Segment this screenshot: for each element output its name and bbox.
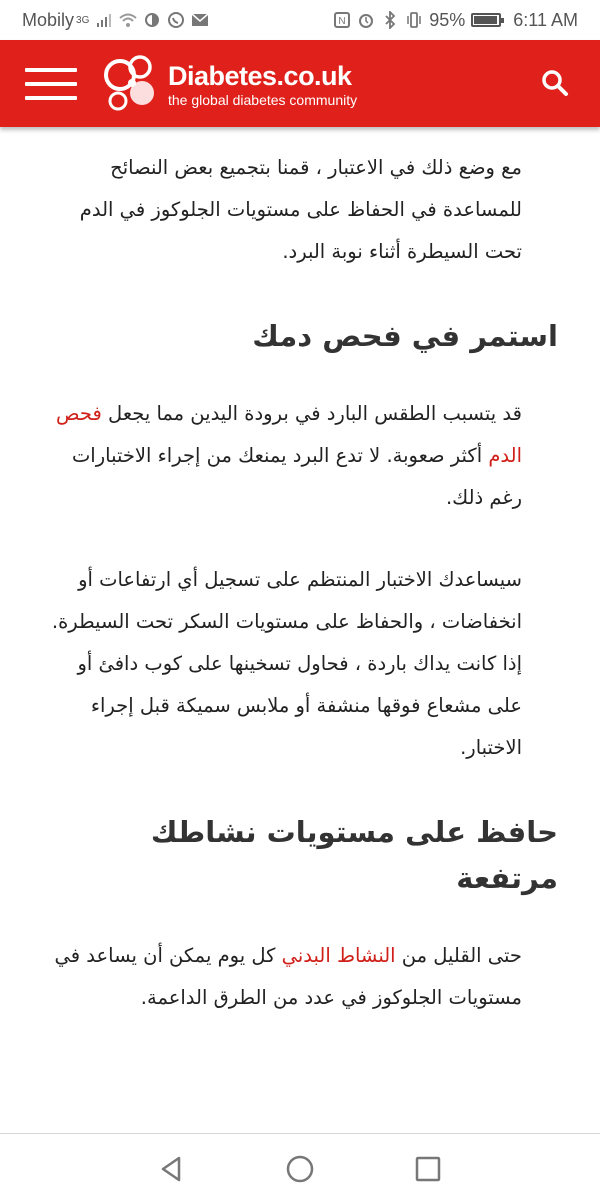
whatsapp-icon <box>167 11 185 29</box>
status-left <box>22 10 209 31</box>
svg-text:N: N <box>338 16 346 27</box>
logo-title: Diabetes.co.uk <box>168 60 352 91</box>
battery-level <box>474 16 497 24</box>
paragraph-text: قد يتسبب الطقس البارد في برودة اليدين مما يجعل <box>101 402 522 425</box>
mail-icon <box>191 11 209 29</box>
back-icon[interactable] <box>157 1154 187 1184</box>
intro-paragraph: مع وضع ذلك في الاعتبار ، قمنا بتجميع بعض النصائح للمساعدة في الحفاظ على مستويات الجلوكوز في الدم تحت السيطرة أثناء نوبة البرد. <box>79 156 522 263</box>
battery-icon <box>471 13 501 27</box>
clock-time: 6:11 AM <box>513 9 578 30</box>
recents-icon[interactable] <box>413 1154 443 1184</box>
menu-icon-bar <box>25 96 77 100</box>
logo-tagline: the global diabetes community <box>168 91 358 108</box>
wifi-icon <box>119 11 137 29</box>
site-header <box>0 40 600 127</box>
paragraph-regular-testing: سيساعدك الاختبار المنتظم على تسجيل أي ارتفاعات أو انخفاضات ، والحفاظ على مستويات السكر تحت السيطرة. إذا كانت يداك باردة ، فحاول تسخينها على كوب دافئ أو على مشعاع فوقها منشفة أو ملابس سميكة قبل إجراء الاختبار. <box>51 568 522 759</box>
paragraph-text: حتى القليل من <box>395 944 522 967</box>
battery-percent: 95% <box>429 9 466 30</box>
menu-icon[interactable] <box>25 68 77 100</box>
home-icon[interactable] <box>285 1154 315 1184</box>
paragraph-text: كل يوم يمكن أن يساعد في مستويات الجلوكوز في عدد من الطرق الداعمة. <box>54 944 522 1009</box>
menu-icon-bar <box>25 82 77 86</box>
bluetooth-icon <box>381 11 399 29</box>
signal-icon <box>95 11 113 29</box>
menu-icon-bar <box>25 68 77 72</box>
logo-circles-icon <box>102 53 160 115</box>
status-right <box>333 10 578 31</box>
paragraph-text: أكثر صعوبة. لا تدع البرد يمنعك من إجراء الاختبارات رغم ذلك. <box>71 444 522 509</box>
vibrate-icon <box>405 11 423 29</box>
paragraph-cold-hands <box>40 393 522 519</box>
system-nav-bar <box>0 1133 600 1200</box>
article-content <box>0 127 600 1133</box>
site-logo[interactable] <box>102 52 357 116</box>
nfc-icon <box>333 11 351 29</box>
status-bar <box>0 0 600 40</box>
search-icon[interactable] <box>540 68 570 98</box>
alarm-icon <box>357 11 375 29</box>
network-type: 3G <box>76 14 90 26</box>
logo-text <box>168 61 357 108</box>
carrier-name: Mobily <box>22 9 75 30</box>
heading-activity-levels: حافظ على مستويات نشاطك مرتفعة <box>150 815 558 895</box>
physical-activity-link[interactable]: النشاط البدني <box>281 944 396 967</box>
data-saver-icon <box>143 11 161 29</box>
heading-check-blood: استمر في فحص دمك <box>252 319 558 353</box>
blood-test-link[interactable]: فحص الدم <box>56 402 522 467</box>
paragraph-physical-activity <box>40 935 522 1019</box>
